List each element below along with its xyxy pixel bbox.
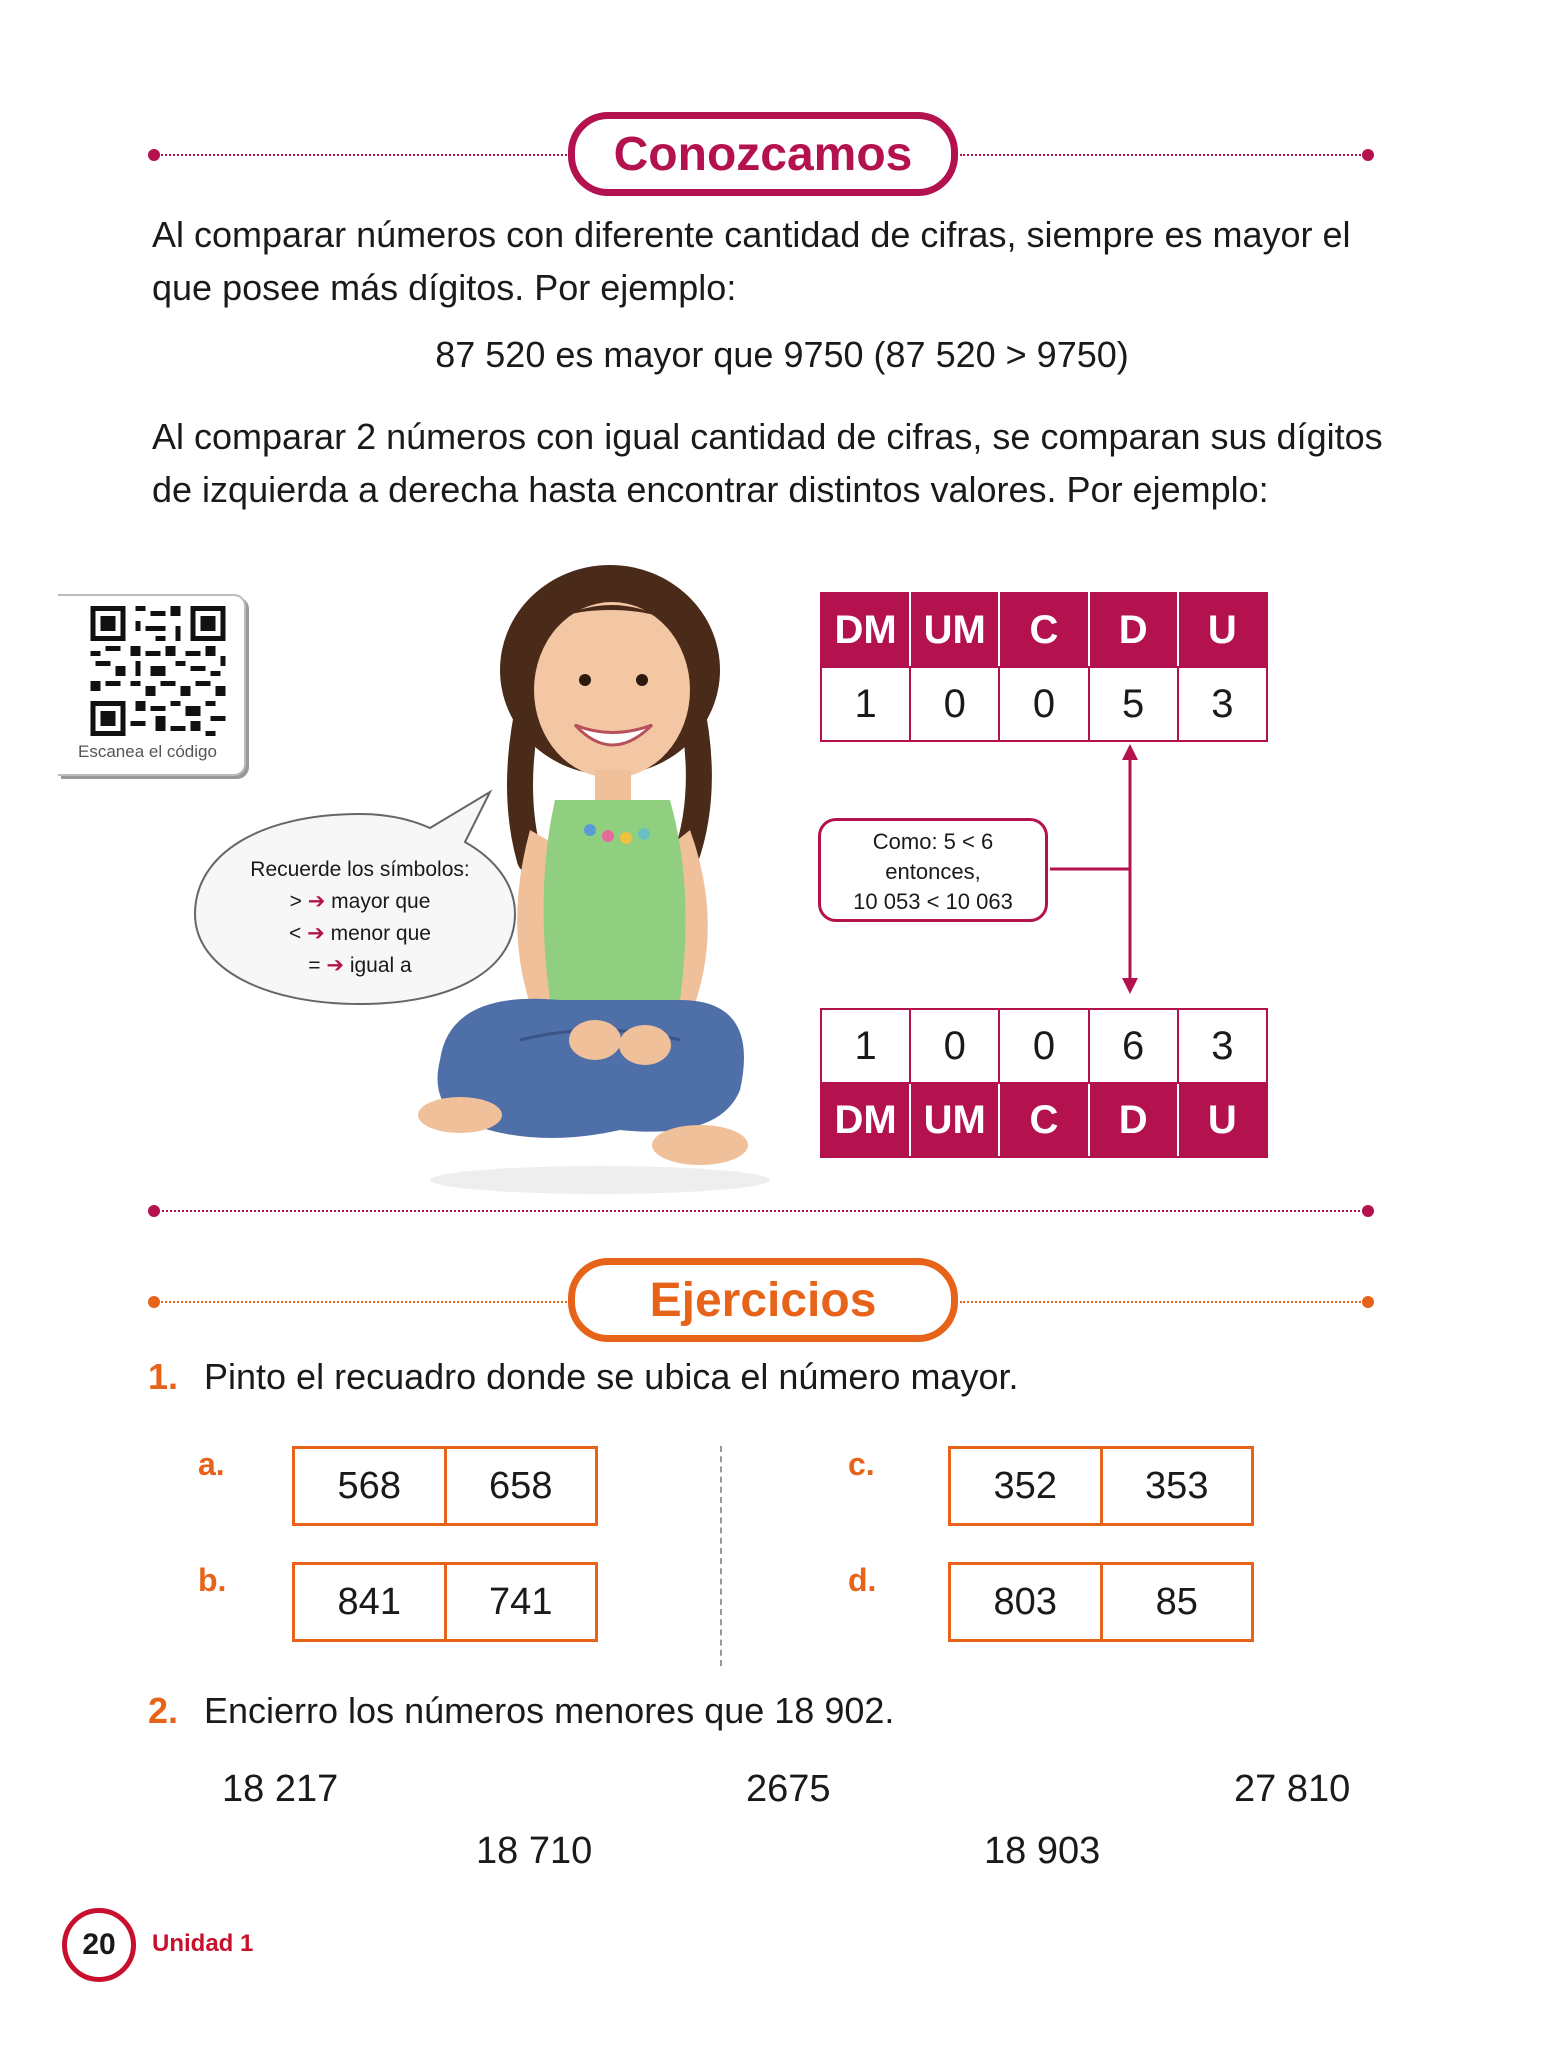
item-label: d. — [848, 1562, 877, 1598]
comparison-note — [818, 818, 1048, 922]
number-cell[interactable]: 85 — [1100, 1565, 1252, 1639]
bubble-item: < ➔ menor que — [289, 922, 431, 945]
number-cell[interactable]: 803 — [993, 1580, 1057, 1623]
header-cell: U — [1178, 1083, 1267, 1157]
qr-card[interactable] — [58, 594, 246, 776]
question-text: Encierro los números menores que 18 902. — [204, 1690, 895, 1731]
header-cell: C — [999, 593, 1088, 667]
header-cell: U — [1178, 593, 1267, 667]
header-cell: DM — [821, 1083, 910, 1157]
arrow-right-icon: ➔ — [307, 890, 326, 913]
qr-code-icon — [90, 606, 226, 736]
compare-box[interactable] — [948, 1446, 1254, 1526]
number-cell[interactable]: 353 — [1100, 1449, 1252, 1523]
digit-cell: 6 — [1089, 1009, 1178, 1083]
digit-cell: 3 — [1178, 667, 1267, 741]
qr-caption: Escanea el código — [78, 742, 217, 761]
rule-dot — [148, 1205, 160, 1217]
header-cell: UM — [910, 1083, 999, 1157]
example-sentence: 87 520 es mayor que 9750 (87 520 > 9750) — [435, 334, 1129, 375]
candidate-number[interactable]: 2675 — [746, 1768, 831, 1810]
candidate-number[interactable]: 27 810 — [1234, 1768, 1351, 1810]
rule-dot — [148, 1296, 160, 1308]
rule-dot — [1362, 1296, 1374, 1308]
header-cell: C — [999, 1083, 1088, 1157]
number-cell[interactable]: 568 — [337, 1464, 401, 1507]
digit-cell: 3 — [1178, 1009, 1267, 1083]
speech-bubble — [200, 854, 520, 982]
question-number: 1. — [148, 1356, 179, 1397]
place-value-table-bottom — [820, 1008, 1268, 1158]
compare-paragraph: Al comparar 2 números con igual cantidad de cifras, se comparan sus dígitos de izquierda a derecha hasta encontrar distintos valores. Por ejemplo: — [152, 416, 1383, 510]
header-cell: DM — [821, 593, 910, 667]
digit-cell: 0 — [999, 667, 1088, 741]
candidate-number[interactable]: 18 710 — [476, 1830, 593, 1872]
comparison-arrows — [1040, 744, 1180, 994]
bubble-item: = ➔ igual a — [308, 954, 412, 977]
candidate-number[interactable]: 18 217 — [222, 1768, 339, 1810]
header-cell: D — [1089, 1083, 1178, 1157]
bubble-item: > ➔ mayor que — [289, 890, 431, 913]
compare-box[interactable] — [292, 1446, 598, 1526]
place-value-table-top — [820, 592, 1268, 742]
number-cell[interactable]: 841 — [337, 1580, 401, 1623]
column-divider — [720, 1446, 722, 1666]
header-cell: D — [1089, 593, 1178, 667]
note-line: entonces, — [885, 859, 981, 884]
compare-box[interactable] — [948, 1562, 1254, 1642]
arrow-right-icon: ➔ — [307, 922, 325, 945]
section-title-ejercicios: Ejercicios — [568, 1258, 958, 1342]
note-line: 10 053 < 10 063 — [853, 889, 1013, 914]
number-cell[interactable]: 352 — [993, 1464, 1057, 1507]
bubble-title: Recuerde los símbolos: — [250, 858, 470, 881]
digit-cell: 0 — [910, 667, 999, 741]
digit-cell: 0 — [999, 1009, 1088, 1083]
page-number: 20 — [82, 1928, 116, 1961]
digit-cell: 5 — [1089, 667, 1178, 741]
section-rule-right — [960, 154, 1368, 156]
digit-cell: 0 — [910, 1009, 999, 1083]
exercise-rule-right — [960, 1301, 1368, 1303]
rule-dot — [1362, 149, 1374, 161]
note-line: Como: 5 < 6 — [872, 829, 994, 854]
question-text: Pinto el recuadro donde se ubica el número mayor. — [204, 1356, 1019, 1397]
arrow-right-icon: ➔ — [326, 954, 344, 977]
page-number-badge — [62, 1908, 136, 1982]
section-rule-bottom — [154, 1210, 1368, 1212]
digit-cell: 1 — [821, 667, 910, 741]
rule-dot — [1362, 1205, 1374, 1217]
question-number: 2. — [148, 1690, 179, 1731]
compare-box[interactable] — [292, 1562, 598, 1642]
item-label: b. — [198, 1562, 227, 1598]
unit-label: Unidad 1 — [152, 1930, 254, 1957]
intro-paragraph: Al comparar números con diferente cantidad de cifras, siempre es mayor el que posee más dígitos. Por ejemplo: — [152, 214, 1351, 308]
exercise-rule-left — [154, 1301, 574, 1303]
item-label: c. — [848, 1446, 875, 1482]
section-title-conozcamos: Conozcamos — [568, 112, 958, 196]
number-cell[interactable]: 658 — [444, 1449, 596, 1523]
candidate-number[interactable]: 18 903 — [984, 1830, 1101, 1872]
rule-dot — [148, 149, 160, 161]
header-cell: UM — [910, 593, 999, 667]
number-cell[interactable]: 741 — [444, 1565, 596, 1639]
digit-cell: 1 — [821, 1009, 910, 1083]
item-label: a. — [198, 1446, 225, 1482]
section-rule-left — [154, 154, 574, 156]
